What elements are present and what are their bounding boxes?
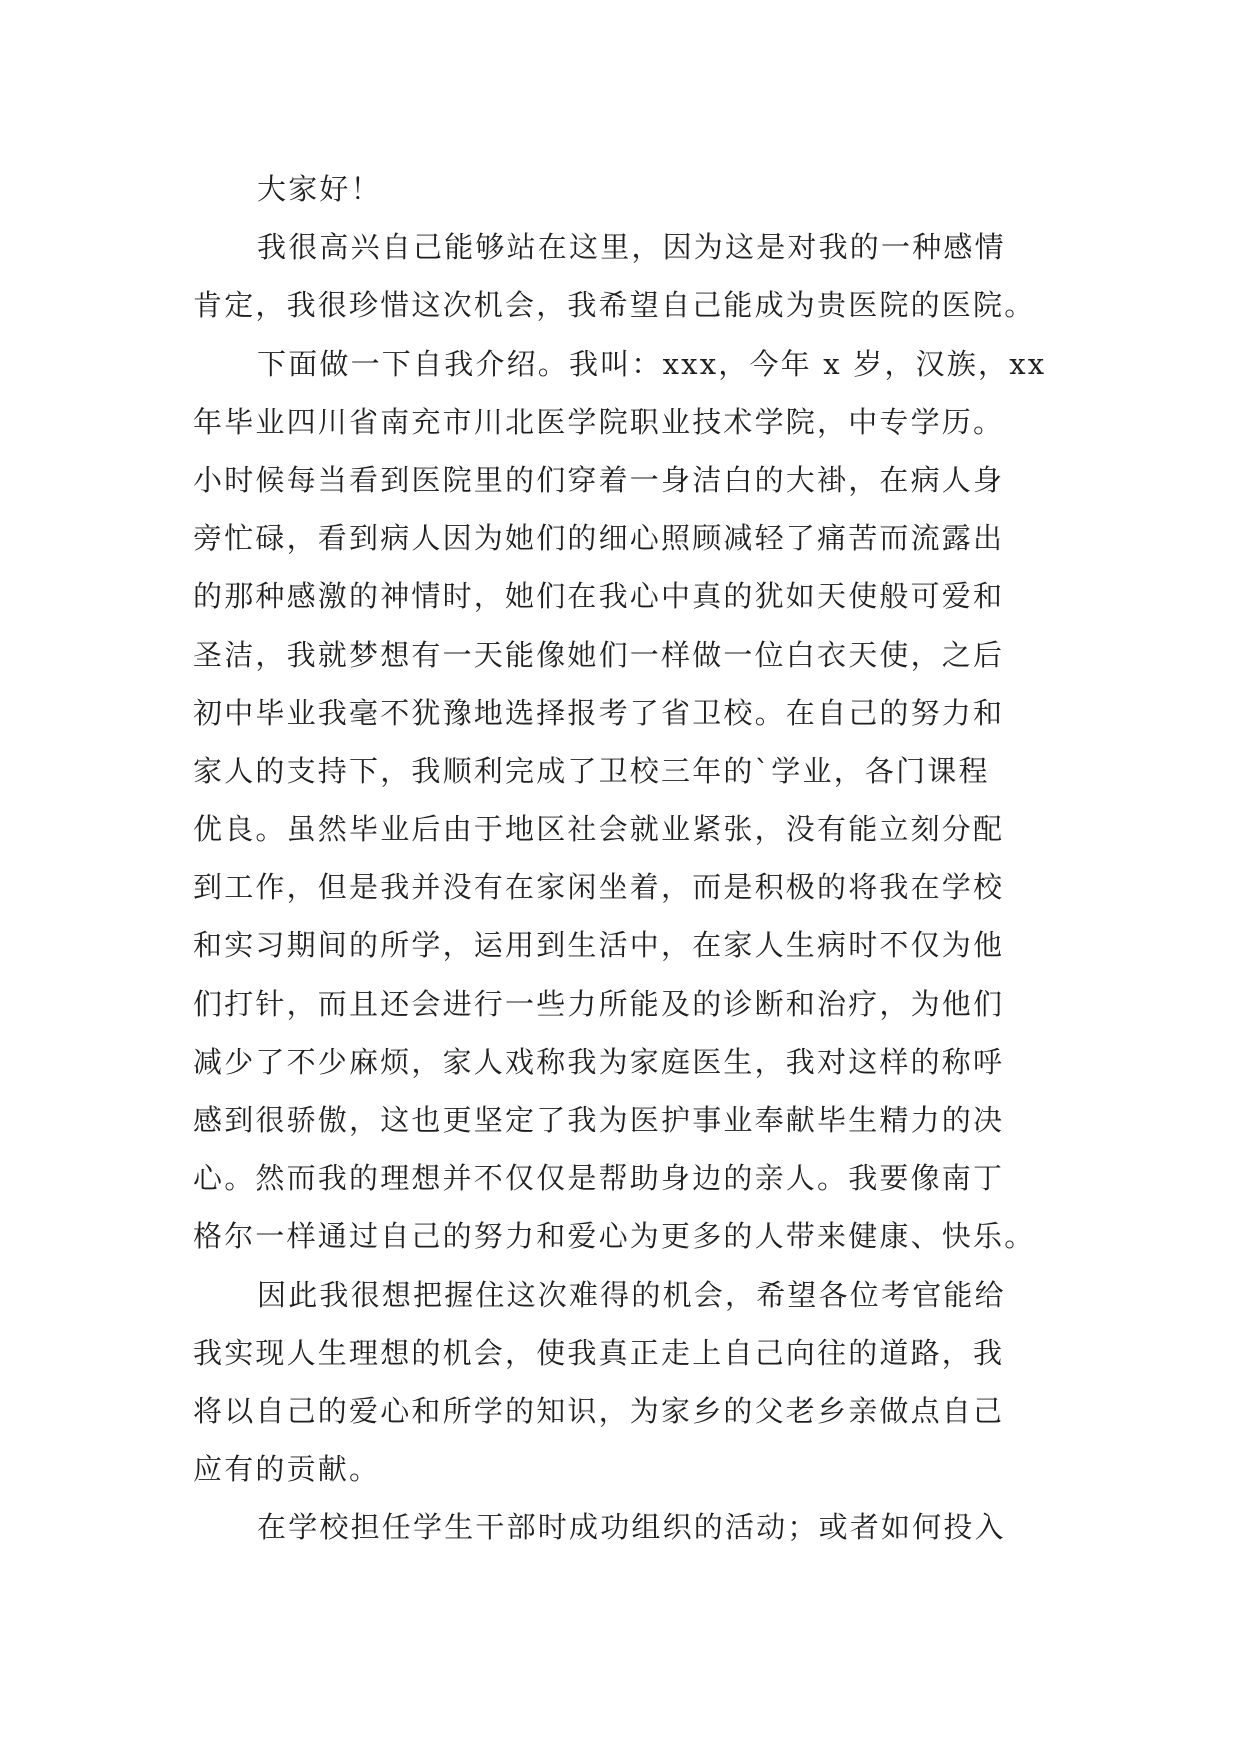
document-line: 在学校担任学生干部时成功组织的活动；或者如何投入 (257, 1510, 1006, 1545)
document-line: 到工作，但是我并没有在家闲坐着，而是积极的将我在学校 (193, 870, 1005, 905)
document-line: 旁忙碌，看到病人因为她们的细心照顾减轻了痛苦而流露出 (193, 521, 1005, 556)
document-line: 优良。虽然毕业后由于地区社会就业紧张，没有能立刻分配 (193, 812, 1005, 847)
document-line: 应有的贡献。 (193, 1452, 381, 1487)
document-line: 和实习期间的所学，运用到生活中，在家人生病时不仅为他 (193, 928, 1005, 963)
document-line: 们打针，而且还会进行一些力所能及的诊断和治疗，为他们 (193, 986, 1005, 1021)
document-line: 格尔一样通过自己的努力和爱心为更多的人带来健康、快乐。 (193, 1219, 1036, 1254)
document-line: 下面做一下自我介绍。我叫：xxx，今年 x 岁，汉族，xx (257, 346, 1047, 381)
document-body (193, 160, 1053, 1557)
document-line: 小时候每当看到医院里的们穿着一身洁白的大褂，在病人身 (193, 462, 1005, 497)
document-line: 肯定，我很珍惜这次机会，我希望自己能成为贵医院的医院。 (193, 288, 1036, 323)
document-line: 年毕业四川省南充市川北医学院职业技术学院，中专学历。 (193, 404, 1005, 439)
document-line: 初中毕业我毫不犹豫地选择报考了省卫校。在自己的努力和 (193, 695, 1005, 730)
document-line: 大家好！ (257, 172, 382, 206)
document-line: 减少了不少麻烦，家人戏称我为家庭医生，我对这样的称呼 (193, 1044, 1005, 1079)
document-line: 心。然而我的理想并不仅仅是帮助身边的亲人。我要像南丁 (193, 1161, 1005, 1196)
document-line: 圣洁，我就梦想有一天能像她们一样做一位白衣天使，之后 (193, 637, 1005, 672)
document-line: 感到很骄傲，这也更坚定了我为医护事业奉献毕生精力的决 (193, 1103, 1005, 1137)
document-line: 家人的支持下，我顺利完成了卫校三年的`学业，各门课程 (193, 753, 990, 788)
document-line: 我很高兴自己能够站在这里，因为这是对我的一种感情 (257, 230, 1006, 265)
document-line: 的那种感激的神情时，她们在我心中真的犹如天使般可爱和 (193, 579, 1005, 614)
document-line: 将以自己的爱心和所学的知识，为家乡的父老乡亲做点自己 (193, 1393, 1005, 1428)
document-line: 我实现人生理想的机会，使我真正走上自己向往的道路，我 (193, 1335, 1005, 1370)
document-line: 因此我很想把握住这次难得的机会，希望各位考官能给 (257, 1277, 1006, 1312)
